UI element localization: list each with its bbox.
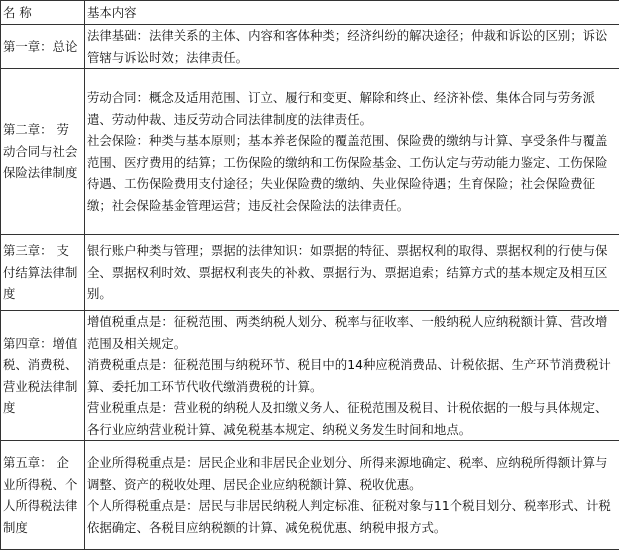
header-content-cell: 基本内容 xyxy=(85,1,619,25)
content-paragraph: 个人所得税重点是：居民与非居民纳税人判定标准、征税对象与11个税目划分、税率形式、计税依据确定、各税目应纳税额的计算、减免税优惠、纳税申报方式。 xyxy=(87,495,616,538)
content-paragraph: 消费税重点是：征税范围与纳税环节、税目中的14种应税消费品、计税依据、生产环节消费税计算、委托加工环节代收代缴消费税的计算。 xyxy=(87,354,616,397)
chapter-content-cell xyxy=(85,441,619,550)
chapter-name-cell: 第一章：总论 xyxy=(1,25,85,69)
table-row xyxy=(1,25,619,69)
content-paragraph: 银行账户种类与管理；票据的法律知识：如票据的特征、票据权利的取得、票据权利的行使与保全、票据权利时效、票据权利丧失的补救、票据行为、票据追索；结算方式的基本规定及相互区别。 xyxy=(87,240,616,305)
content-paragraph: 劳动合同：概念及适用范围、订立、履行和变更、解除和终止、经济补偿、集体合同与劳务派遣、劳动仲裁、违反劳动合同法律制度的法律责任。 xyxy=(87,87,616,130)
content-paragraph: 法律基础：法律关系的主体、内容和客体种类；经济纠纷的解决途径；仲裁和诉讼的区别；诉讼管辖与诉讼时效；法律责任。 xyxy=(87,25,616,68)
chapter-content-cell xyxy=(85,69,619,235)
chapter-name-cell: 第五章： 企业所得税、个人所得税法律制度 xyxy=(1,441,85,550)
content-paragraph: 增值税重点是：征税范围、两类纳税人划分、税率与征收率、一般纳税人应纳税额计算、营改增范围及相关规定。 xyxy=(87,311,616,354)
content-paragraph: 企业所得税重点是：居民企业和非居民企业划分、所得来源地确定、税率、应纳税所得额计算与调整、资产的税收处理、居民企业应纳税额计算、税收优惠。 xyxy=(87,452,616,495)
table-row xyxy=(1,69,619,235)
header-name-cell: 名 称 xyxy=(1,1,85,25)
chapter-content-cell xyxy=(85,311,619,441)
table-row xyxy=(1,441,619,550)
content-paragraph: 营业税重点是：营业税的纳税人及扣缴义务人、征税范围及税目、计税依据的一般与具体规定、各行业应纳营业税计算、减免税基本规定、纳税义务发生时间和地点。 xyxy=(87,397,616,440)
table-header-row xyxy=(1,1,619,25)
chapter-name-cell: 第二章： 劳动合同与社会保险法律制度 xyxy=(1,69,85,235)
chapter-name-cell: 第四章：增值税、消费税、营业税法律制度 xyxy=(1,311,85,441)
table-row xyxy=(1,311,619,441)
chapter-content-cell xyxy=(85,235,619,311)
chapter-content-cell xyxy=(85,25,619,69)
content-paragraph: 社会保险：种类与基本原则；基本养老保险的覆盖范围、保险费的缴纳与计算、享受条件与覆盖范围、医疗费用的结算；工伤保险的缴纳和工伤保险基金、工伤认定与劳动能力鉴定、工伤保险待遇、工伤保险费用支付途径；失业保险费的缴纳、失业保险待遇；生育保险；社会保险费征缴；社会保险基金管理运营；违反社会保险法的法律责任。 xyxy=(87,130,616,216)
table-row xyxy=(1,235,619,311)
chapter-name-cell: 第三章： 支付结算法律制度 xyxy=(1,235,85,311)
